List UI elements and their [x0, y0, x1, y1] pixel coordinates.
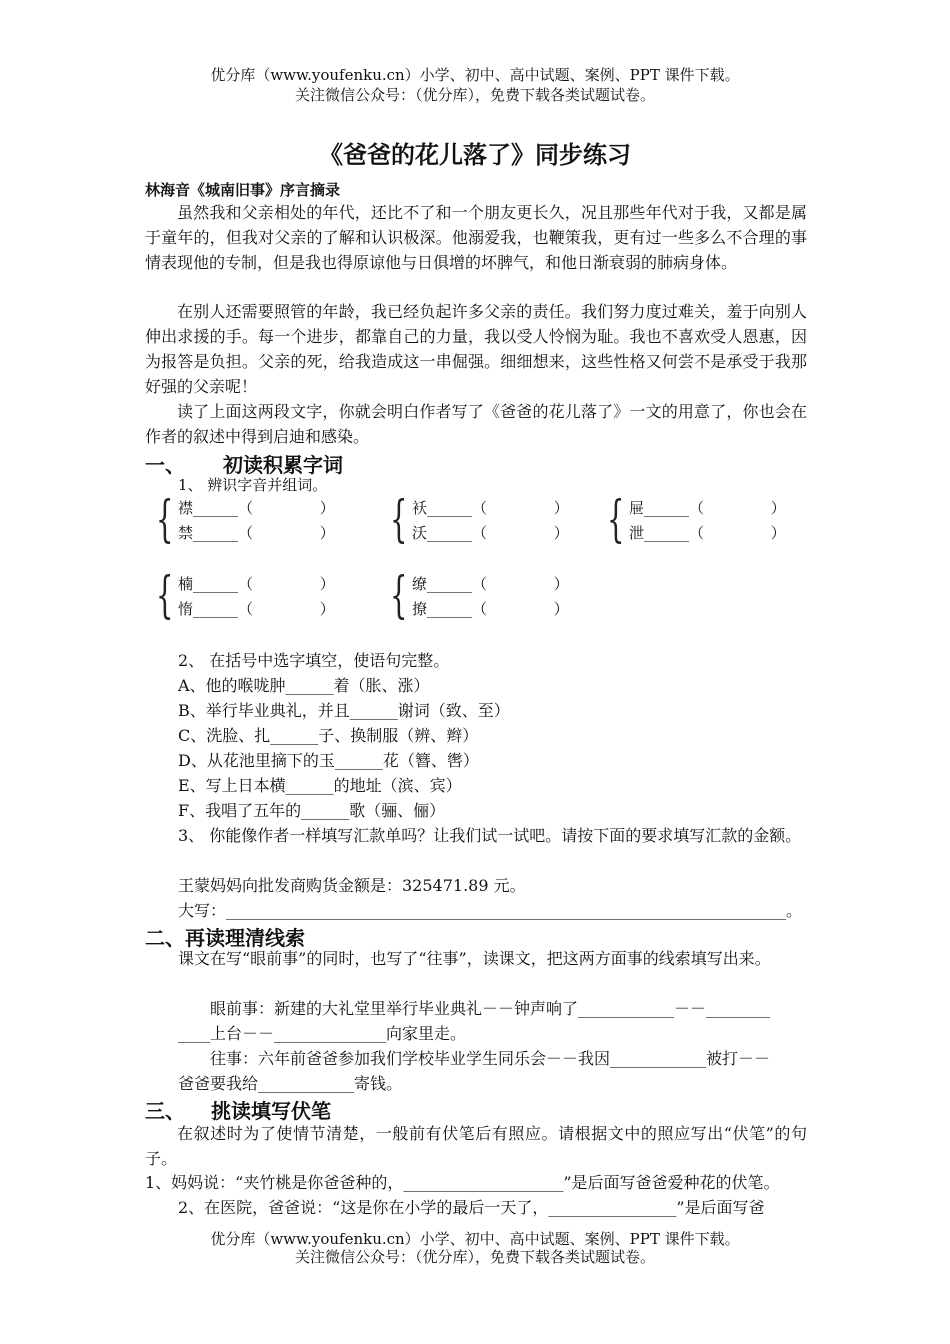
brace-icon: {	[390, 566, 408, 624]
word-pair-b: 撩______（ ）	[412, 600, 569, 618]
q2-item: C、洗脸、扎______子、换制服（辨、辫）	[178, 726, 479, 745]
q2-item: D、从花池里摘下的玉______花（簪、辔）	[178, 751, 479, 770]
section3-heading-text: 挑读填写伏笔	[211, 1099, 331, 1123]
q3-text: 3、 你能像作者一样填写汇款单吗？让我们试一试吧。请按下面的要求填写汇款的金额。	[178, 826, 802, 845]
excerpt-paragraph-3: 读了上面这两段文字，你就会明白作者写了《爸爸的花儿落了》一文的用意了，你也会在作者的叙述中得到启迪和感染。	[145, 402, 807, 446]
section1-heading-text: 初读积累字词	[223, 453, 343, 477]
footer-line-2: 关注微信公众号：（优分库），免费下载各类试题试卷。	[294, 1248, 655, 1266]
word-pair-b: 泄______（ ）	[629, 524, 786, 542]
section3-item-2: 2、在医院，爸爸说：“这是你在小学的最后一天了，________________”是后面写爸	[178, 1198, 765, 1217]
word-pair-a: 缭______（ ）	[412, 575, 569, 593]
section2-line-1b: ____上台－－______________向家里走。	[178, 1024, 467, 1043]
q2-item: A、他的喉咙肿______着（胀、涨）	[178, 676, 430, 695]
brace-icon: {	[607, 490, 625, 548]
section2-line-2: 往事：六年前爸爸参加我们学校毕业学生同乐会－－我因____________被打－－	[210, 1049, 771, 1068]
section2-intro: 课文在写“眼前事”的同时，也写了“往事”，读课文，把这两方面事的线索填写出来。	[178, 949, 771, 968]
q2-item: E、写上日本横______的地址（滨、宾）	[178, 776, 462, 795]
word-pair-a: 楠______（ ）	[178, 575, 335, 593]
q2-item: F、我唱了五年的______歌（骊、俪）	[178, 801, 446, 820]
section3-intro: 在叙述时为了使情节清楚，一般前有伏笔后有照应。请根据文中的照应写出“伏笔”的句子。	[145, 1124, 807, 1168]
word-pair-a: 袄______（ ）	[412, 499, 569, 517]
q2-item: B、举行毕业典礼，并且______谢词（致、至）	[178, 701, 510, 720]
word-pair-b: 沃______（ ）	[412, 524, 569, 542]
section3-item-1: 1、妈妈说：“夹竹桃是你爸爸种的，____________________”是后面写爸爸爱种花的伏笔。	[145, 1173, 780, 1192]
section2-line-2b: 爸爸要我给____________寄钱。	[178, 1074, 403, 1093]
section3-heading	[145, 1095, 331, 1124]
section2-heading: 二、再读理清线索	[145, 926, 305, 950]
brace-icon: {	[390, 490, 408, 548]
word-pair-a: 屉______（ ）	[629, 499, 786, 517]
q2-text: 2、 在括号中选字填空，使语句完整。	[178, 651, 450, 670]
section3-heading-num: 三、	[145, 1099, 185, 1123]
footer-line-1: 优分库（www.youfenku.cn）小学、初中、高中试题、案例、PPT 课件下载。	[210, 1230, 740, 1248]
excerpt-heading: 林海音《城南旧事》序言摘录	[145, 181, 341, 199]
section1-heading-num: 一、	[145, 453, 185, 477]
page-title: 《爸爸的花儿落了》同步练习	[319, 140, 631, 169]
section2-line-1: 眼前事：新建的大礼堂里举行毕业典礼－－钟声响了____________－－________	[210, 999, 771, 1018]
q3-amount: 王蒙妈妈向批发商购货金额是：325471.89 元。	[178, 876, 526, 895]
brace-icon: {	[156, 566, 174, 624]
header-line-1: 优分库（www.youfenku.cn）小学、初中、高中试题、案例、PPT 课件下载。	[210, 66, 740, 84]
word-pair-a: 襟______（ ）	[178, 499, 335, 517]
word-pair-b: 禁______（ ）	[178, 524, 335, 542]
excerpt-paragraph-1: 虽然我和父亲相处的年代，还比不了和一个朋友更长久，况且那些年代对于我，又都是属于童年的，但我对父亲的了解和认识极深。他溺爱我，也鞭策我，更有过一些多么不合理的事情表现他的专制，但是我也得原谅他与日俱增的坏脾气，和他日渐衰弱的肺病身体。	[145, 203, 807, 272]
word-pair-b: 惰______（ ）	[178, 600, 335, 618]
brace-icon: {	[156, 490, 174, 548]
excerpt-paragraph-2: 在别人还需要照管的年龄，我已经负起许多父亲的责任。我们努力度过难关，羞于向别人伸出求援的手。每一个进步，都靠自己的力量，我以受人怜悯为耻。我也不喜欢受人恩惠，因为报答是负担。父亲的死，给我造成这一串倔强。细细想来，这些性格又何尝不是承受于我那好强的父亲呢！	[145, 302, 807, 396]
header-line-2: 关注微信公众号：（优分库），免费下载各类试题试卷。	[294, 86, 655, 104]
q3-write-line: 大写：______________________________________________________________________。	[178, 901, 803, 920]
q1-text: 1、 辨识字音并组词。	[178, 476, 328, 494]
